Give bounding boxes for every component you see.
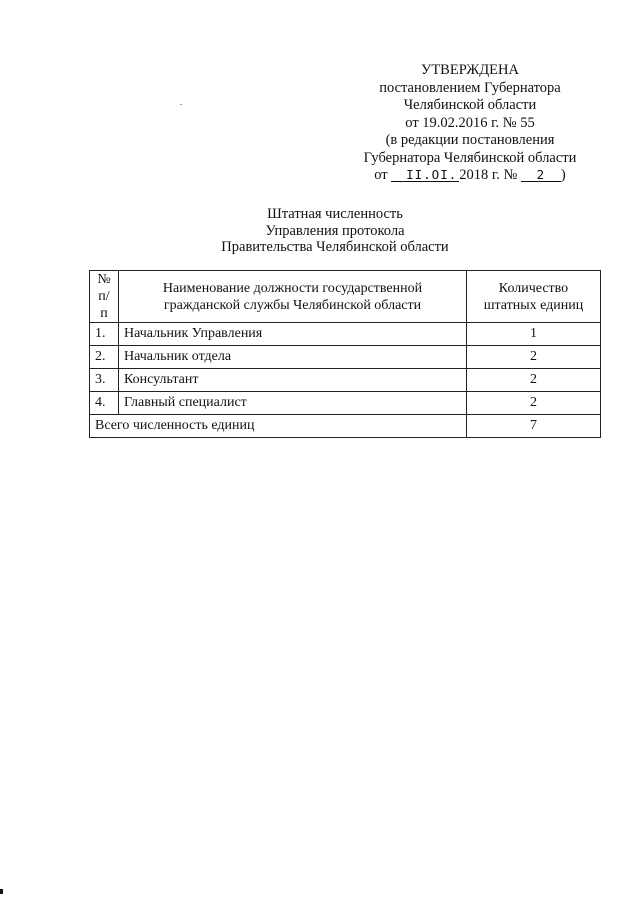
row-quantity: 1	[467, 323, 601, 346]
header-num: № п/п	[90, 271, 119, 323]
row-quantity: 2	[467, 369, 601, 392]
total-quantity: 7	[467, 415, 601, 438]
header-quantity: Количество штатных единиц	[467, 271, 601, 323]
header-position: Наименование должности государственной гражданской службы Челябинской области	[119, 271, 467, 323]
table-row	[90, 323, 601, 346]
table-row	[90, 392, 601, 415]
approval-line-6-prefix: от	[374, 167, 388, 183]
document-heading	[150, 206, 520, 256]
approval-line-2: Челябинской области	[403, 97, 537, 113]
heading-line-3: Правительства Челябинской области	[221, 239, 449, 255]
row-position: Начальник Управления	[119, 323, 467, 346]
row-num: 1.	[90, 323, 119, 346]
heading-line-1: Штатная численность	[267, 206, 403, 222]
handwritten-date: II.OI.	[391, 168, 459, 182]
approval-line-6-year: 2018 г. №	[459, 167, 518, 183]
approval-line-3: от 19.02.2016 г. № 55	[405, 114, 535, 131]
approval-line-4: (в редакции постановления	[385, 132, 555, 148]
scan-speck	[180, 104, 182, 105]
heading-line-2: Управления протокола	[265, 222, 405, 239]
approval-line-1: постановлением Губернатора	[379, 79, 561, 96]
row-position: Консультант	[119, 369, 467, 392]
scan-edge-mark	[0, 889, 3, 894]
row-position: Главный специалист	[119, 392, 467, 415]
approval-block	[330, 62, 610, 185]
row-quantity: 2	[467, 392, 601, 415]
handwritten-number: 2	[521, 168, 561, 182]
total-label: Всего численность единиц	[90, 415, 467, 438]
table-total-row	[90, 415, 601, 438]
staff-table	[89, 270, 601, 438]
approval-line-6	[330, 167, 610, 185]
row-num: 3.	[90, 369, 119, 392]
table-header-row	[90, 271, 601, 323]
row-num: 4.	[90, 392, 119, 415]
row-num: 2.	[90, 346, 119, 369]
row-position: Начальник отдела	[119, 346, 467, 369]
row-quantity: 2	[467, 346, 601, 369]
approval-title: УТВЕРЖДЕНА	[421, 62, 519, 78]
approval-line-5: Губернатора Челябинской области	[363, 149, 577, 166]
table-row	[90, 346, 601, 369]
table-row	[90, 369, 601, 392]
approval-line-6-suffix: )	[560, 167, 566, 183]
